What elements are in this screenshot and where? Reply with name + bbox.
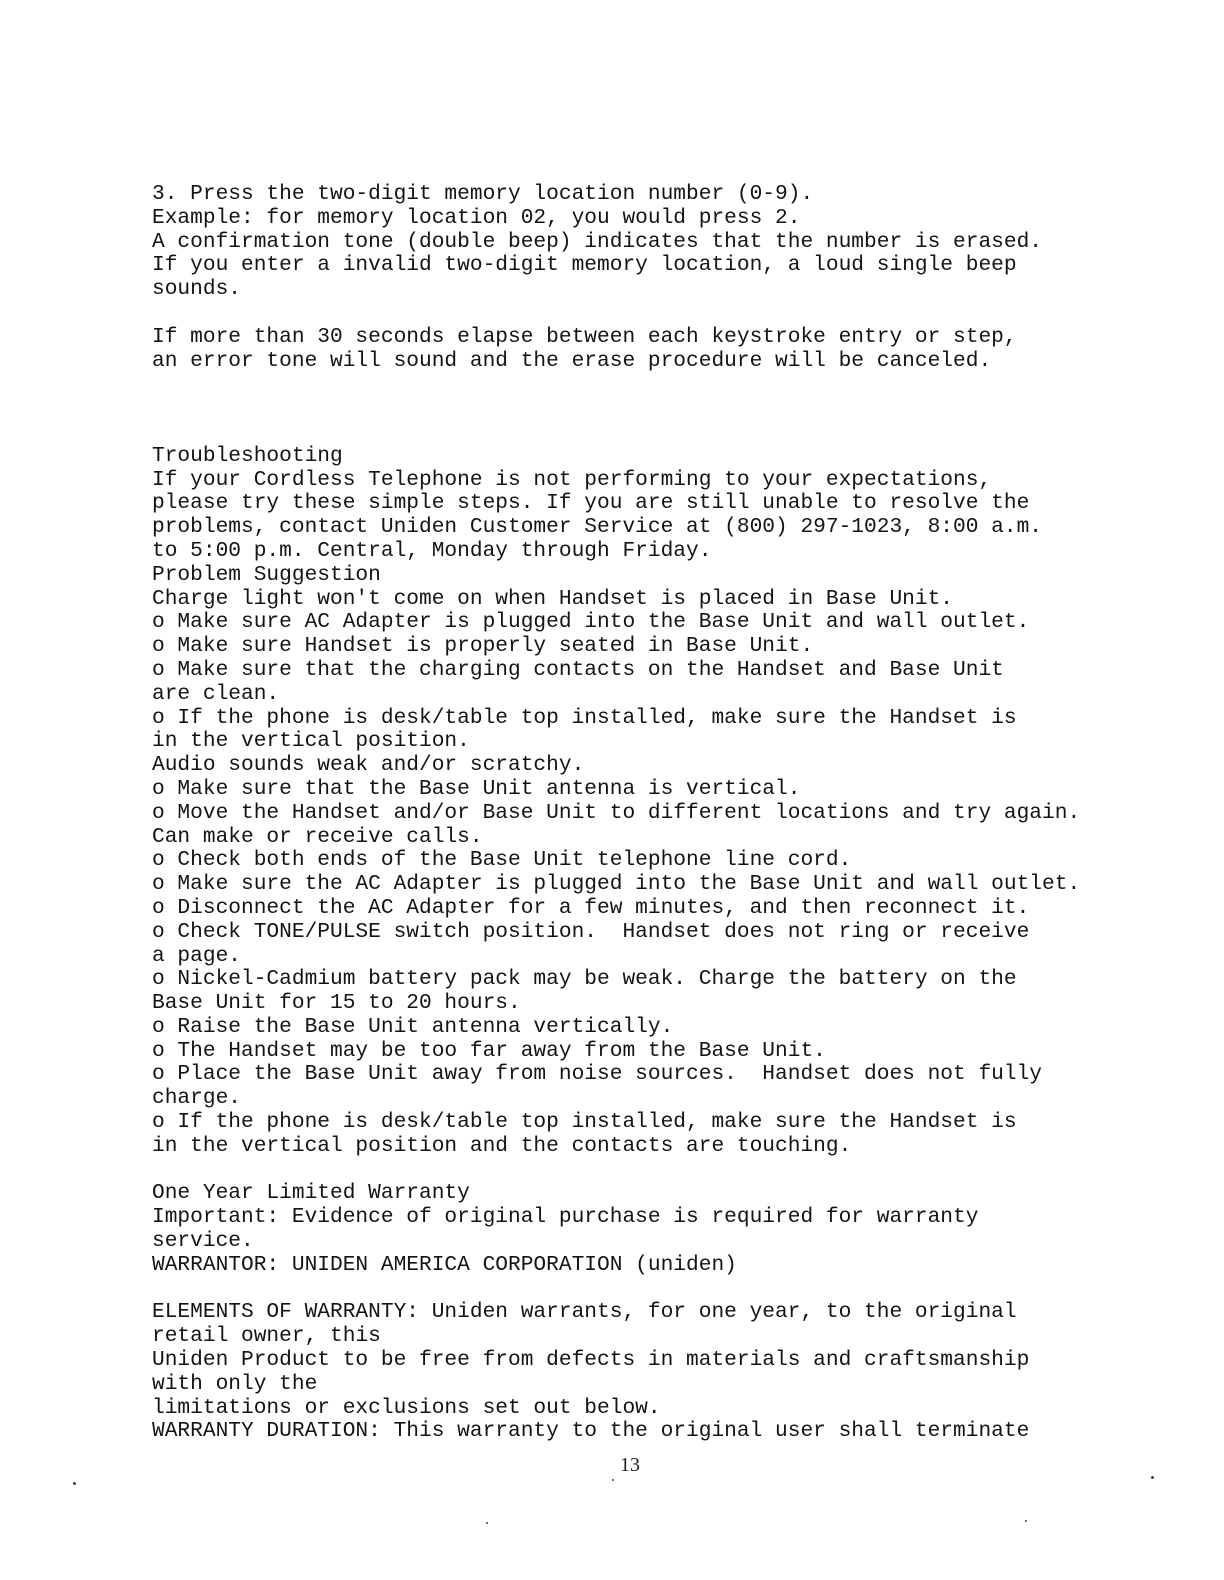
scan-speck [486,1522,488,1524]
text-line: 3. Press the two-digit memory location number (0-9). [152,182,814,206]
suggestion-line: o Make sure that the Base Unit antenna is vertical. [152,776,801,801]
text-line: please try these simple steps. If you are still unable to resolve the [152,491,1030,516]
spacer [152,302,1112,326]
problem-line: Charge light won't come on when Handset is placed in Base Unit. [152,586,954,611]
suggestion-line: are clean. [152,681,280,706]
problem-line: Audio sounds weak and/or scratchy. [152,753,585,778]
suggestion-line: o Make sure that the charging contacts on the Handset and Base Unit [152,657,1004,682]
suggestion-line: o Nickel-Cadmium battery pack may be weak. Charge the battery on the [152,967,1017,992]
text-line: an error tone will sound and the erase procedure will be canceled. [152,348,992,373]
text-line: service. [152,1229,254,1254]
scan-speck [1025,1520,1027,1522]
suggestion-line: in the vertical position. [152,729,470,754]
suggestion-line: o Place the Base Unit away from noise sources. Handset does not fully [152,1062,1043,1087]
scan-speck [73,1482,76,1485]
suggestion-line: a page. [152,943,242,968]
memory-erase-section [152,183,1112,373]
scan-speck [612,1479,614,1481]
spacer [152,421,1112,445]
text-line: If more than 30 seconds elapse between each keystroke entry or step, [152,324,1017,349]
suggestion-line: o Make sure AC Adapter is plugged into the Base Unit and wall outlet. [152,610,1030,635]
document-body [152,183,1112,1444]
text-line: problems, contact Uniden Customer Service at (800) 297-1023, 8:00 a.m. [152,515,1043,540]
suggestion-line: o Make sure Handset is properly seated in Base Unit. [152,634,814,659]
suggestion-line: o If the phone is desk/table top installed, make sure the Handset is [152,1110,1017,1135]
suggestion-line: o If the phone is desk/table top installed, make sure the Handset is [152,705,1017,730]
scan-speck [1151,1476,1154,1479]
suggestion-line: o Disconnect the AC Adapter for a few minutes, and then reconnect it. [152,895,1030,920]
suggestion-line: in the vertical position and the contacts are touching. [152,1133,852,1158]
text-line: Important: Evidence of original purchase is required for warranty [152,1205,979,1230]
text-line: If you enter a invalid two-digit memory location, a loud single beep [152,253,1017,278]
suggestion-line: Base Unit for 15 to 20 hours. [152,991,521,1016]
spacer [152,1159,1112,1183]
suggestion-line: o Make sure the AC Adapter is plugged into the Base Unit and wall outlet. [152,872,1081,897]
warranty-section [152,1182,1112,1444]
spacer [152,373,1112,397]
section-heading: Troubleshooting [152,443,343,468]
suggestion-line: o Check TONE/PULSE switch position. Handset does not ring or receive [152,919,1030,944]
suggestion-line: o The Handset may be too far away from the Base Unit. [152,1038,826,1063]
suggestion-line: o Move the Handset and/or Base Unit to different locations and try again. [152,800,1081,825]
troubleshooting-section [152,445,1112,1159]
text-line: Uniden Product to be free from defects in materials and craftsmanship [152,1348,1030,1373]
problem-line: Can make or receive calls. [152,824,483,849]
text-line: to 5:00 p.m. Central, Monday through Friday. [152,538,712,563]
text-line: limitations or exclusions set out below. [152,1395,661,1420]
text-line: retail owner, this [152,1324,381,1349]
spacer [152,397,1112,421]
text-line: If your Cordless Telephone is not performing to your expectations, [152,467,992,492]
text-line: WARRANTOR: UNIDEN AMERICA CORPORATION (uniden) [152,1252,737,1277]
text-line: A confirmation tone (double beep) indicates that the number is erased. [152,229,1043,254]
text-line: ELEMENTS OF WARRANTY: Uniden warrants, for one year, to the original [152,1300,1017,1325]
text-line: with only the [152,1371,318,1396]
spacer [152,1278,1112,1302]
suggestion-line: charge. [152,1086,242,1111]
text-line: WARRANTY DURATION: This warranty to the original user shall terminate [152,1419,1030,1444]
page-number: 13 [620,1454,640,1476]
text-line: sounds. [152,277,242,302]
text-line: Example: for memory location 02, you would press 2. [152,205,801,230]
suggestion-line: o Raise the Base Unit antenna vertically. [152,1014,674,1039]
table-header: Problem Suggestion [152,562,381,587]
suggestion-line: o Check both ends of the Base Unit telephone line cord. [152,848,852,873]
section-heading: One Year Limited Warranty [152,1181,470,1206]
